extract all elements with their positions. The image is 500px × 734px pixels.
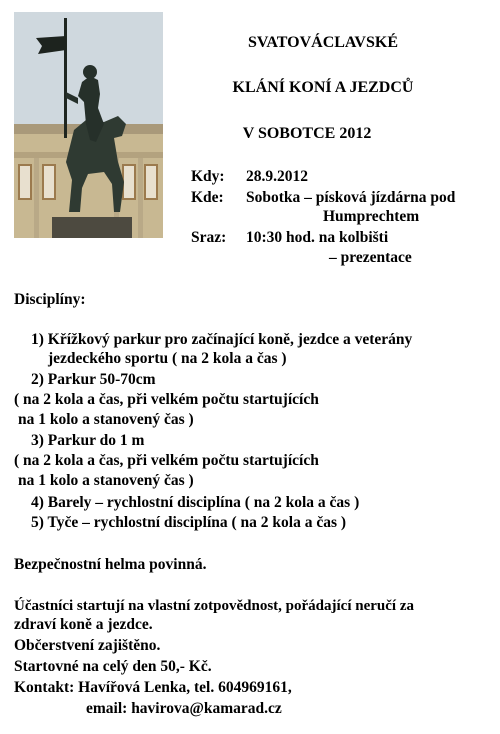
discipline-2: 2) Parkur 50-70cm [31,371,156,388]
date-label: Kdy: [191,168,225,185]
discipline-3: 3) Parkur do 1 m [31,432,145,449]
title-line-1: SVATOVÁCLAVSKÉ [248,34,398,51]
equestrian-statue-icon [14,12,163,238]
contact-line: Kontakt: Havířová Lenka, tel. 604969161, [14,679,292,696]
meet-label: Sraz: [191,229,227,246]
meet-value-cont: – prezentace [329,249,412,266]
place-value: Sobotka – písková jízdárna pod [246,189,456,206]
discipline-2-note-cont: na 1 kolo a stanovený čas ) [18,411,194,428]
title-line-2: KLÁNÍ KONÍ A JEZDCŮ [232,79,414,96]
discipline-1-cont: jezdeckého sportu ( na 2 kola a čas ) [48,350,287,367]
discipline-3-note: ( na 2 kola a čas, při velkém počtu startujících [14,452,319,469]
fee-note: Startovné na celý den 50,- Kč. [14,658,212,675]
disciplines-heading: Disciplíny: [14,291,86,308]
responsibility-note: Účastníci startují na vlastní zotpovědnost, pořádající neručí za [14,598,414,614]
discipline-5: 5) Tyče – rychlostní disciplína ( na 2 kola a čas ) [31,514,347,531]
statue-photo [14,12,163,238]
helmet-note: Bezpečnostní helma povinná. [14,556,207,573]
title-line-3: V SOBOTCE 2012 [242,125,372,142]
place-label: Kde: [191,189,224,206]
discipline-3-note-cont: na 1 kolo a stanovený čas ) [18,472,194,489]
meet-value: 10:30 hod. na kolbišti [246,229,389,246]
responsibility-note-cont: zdraví koně a jezdce. [14,616,153,633]
refreshments-note: Občerstvení zajištěno. [14,637,161,654]
discipline-2-note: ( na 2 kola a čas, při velkém počtu startujících [14,391,319,408]
email-line: email: havirova@kamarad.cz [86,700,282,717]
date-value: 28.9.2012 [246,168,308,185]
discipline-4: 4) Barely – rychlostní disciplína ( na 2 kola a čas ) [31,494,360,511]
place-value-cont: Humprechtem [323,208,420,225]
discipline-1: 1) Křížkový parkur pro začínající koně, jezdce a veterány [31,331,413,348]
